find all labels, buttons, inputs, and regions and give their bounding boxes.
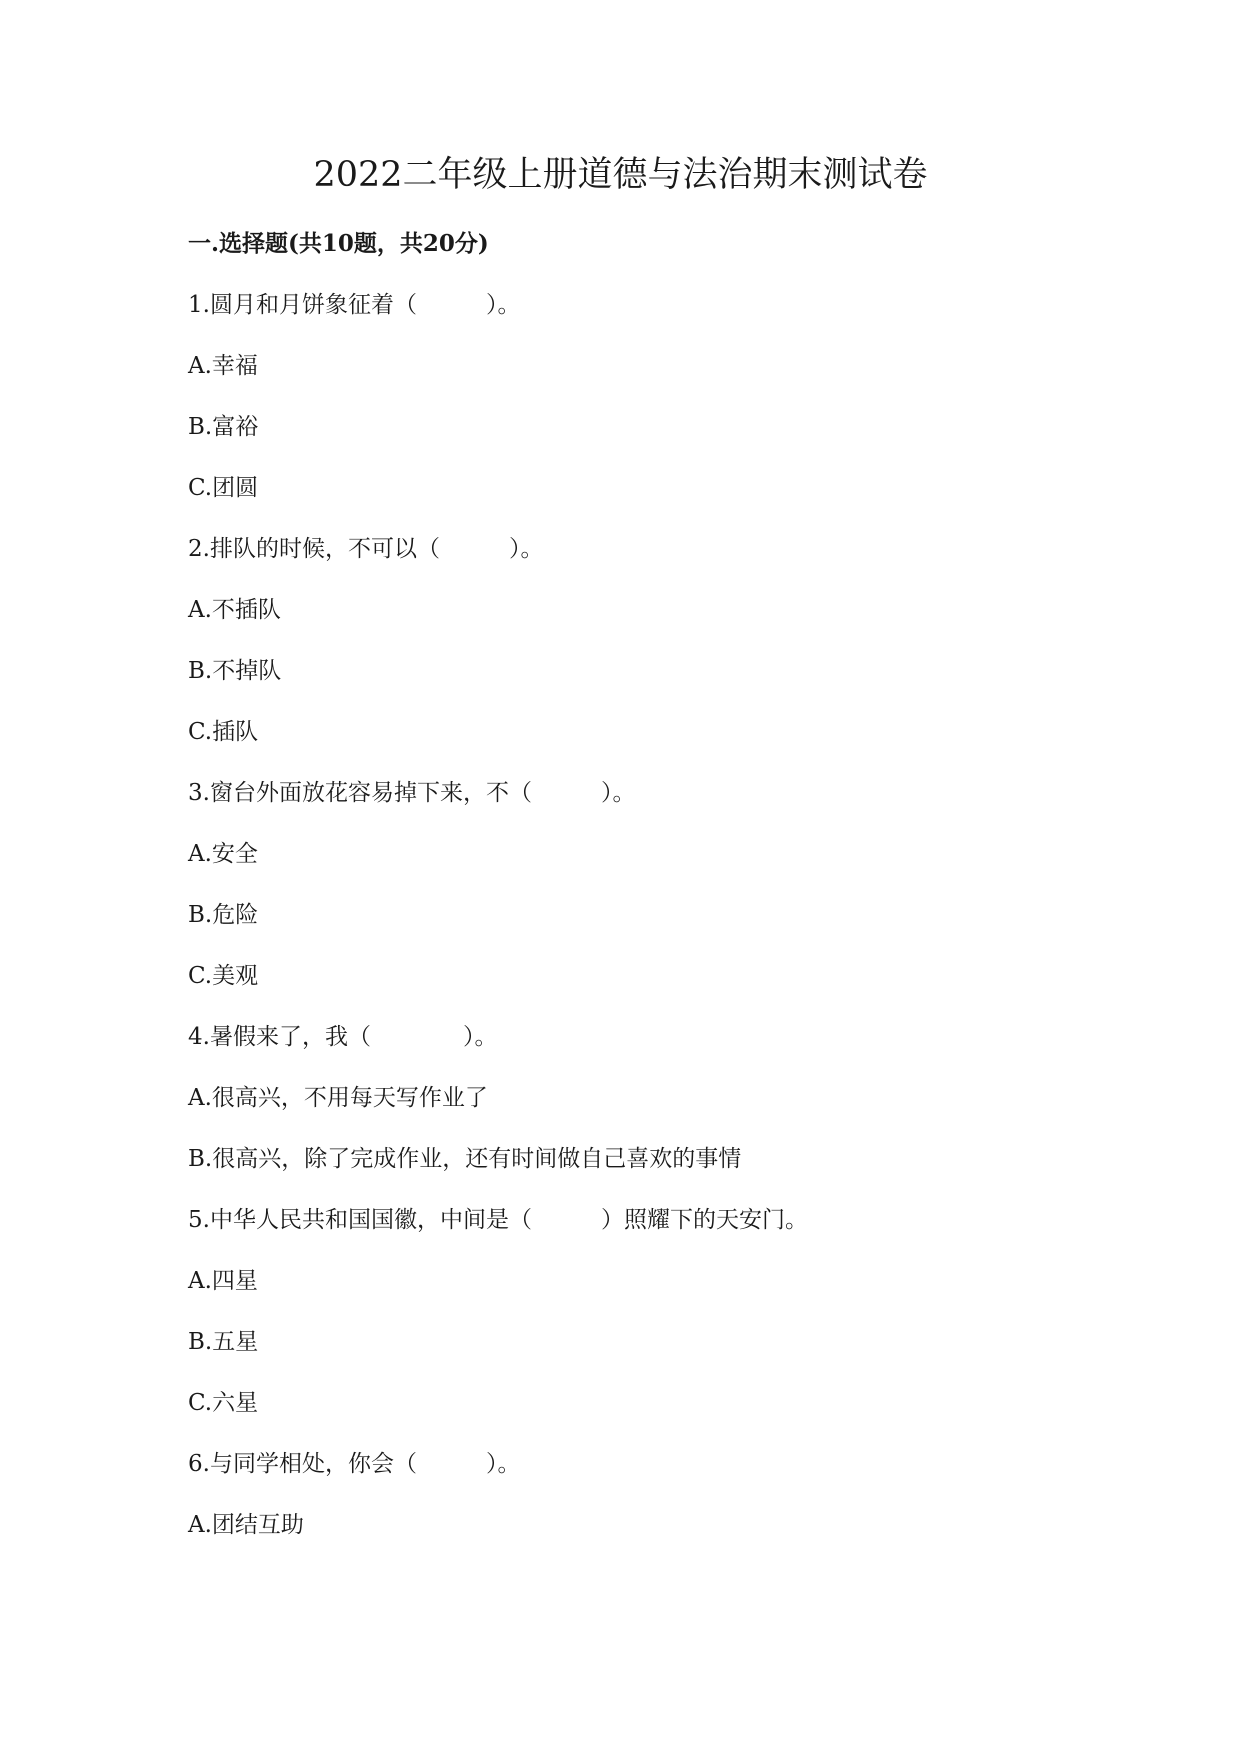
page-title: 2022二年级上册道德与法治期末测试卷 — [313, 155, 928, 195]
answer-option: A.四星 — [188, 1268, 258, 1294]
answer-option: B.危险 — [188, 902, 259, 928]
answer-option: A.团结互助 — [188, 1512, 304, 1538]
answer-option: A.不插队 — [188, 597, 281, 623]
answer-option: C.团圆 — [188, 475, 259, 501]
question-stem: 2.排队的时候，不可以（ ）。 — [188, 536, 544, 562]
answer-option: B.很高兴，除了完成作业，还有时间做自己喜欢的事情 — [188, 1146, 742, 1172]
answer-option: C.插队 — [188, 719, 259, 745]
answer-option: B.富裕 — [188, 414, 259, 440]
answer-option: C.美观 — [188, 963, 259, 989]
question-stem: 3.窗台外面放花容易掉下来，不（ ）。 — [188, 780, 636, 806]
question-stem: 6.与同学相处，你会（ ）。 — [188, 1451, 521, 1477]
section-heading: 一.选择题(共10题，共20分) — [188, 230, 489, 257]
answer-option: B.不掉队 — [188, 658, 282, 684]
answer-option: A.幸福 — [188, 353, 258, 379]
question-stem: 1.圆月和月饼象征着（ ）。 — [188, 292, 521, 318]
question-stem: 4.暑假来了，我（ ）。 — [188, 1024, 498, 1050]
answer-option: B.五星 — [188, 1329, 259, 1355]
answer-option: A.安全 — [188, 841, 258, 867]
answer-option: A.很高兴，不用每天写作业了 — [188, 1085, 488, 1111]
answer-option: C.六星 — [188, 1390, 259, 1416]
question-stem: 5.中华人民共和国国徽，中间是（ ）照耀下的天安门。 — [188, 1207, 808, 1233]
